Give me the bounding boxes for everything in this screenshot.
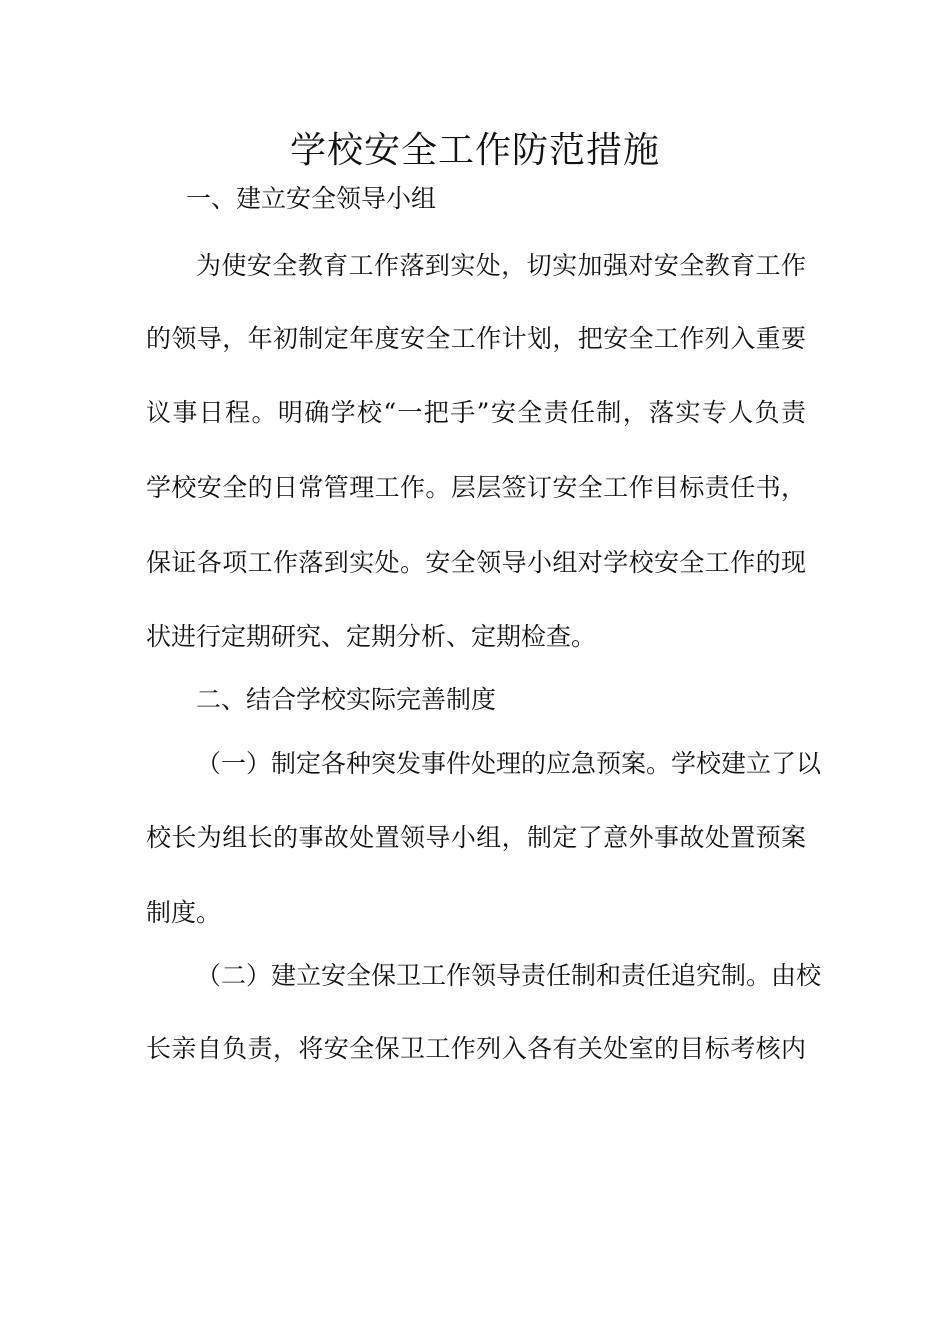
section-heading-1: 一、建立安全领导小组 [186, 184, 437, 213]
paragraph-line: （二）建立安全保卫工作领导责任制和责任追究制。由校 [196, 961, 822, 990]
paragraph-line: 的领导，年初制定年度安全工作计划，把安全工作列入重要 [146, 324, 806, 353]
paragraph-line: 长亲自负责，将安全保卫工作列入各有关处室的目标考核内 [146, 1034, 806, 1063]
paragraph-line: 校长为组长的事故处置领导小组，制定了意外事故处置预案 [146, 823, 806, 852]
document-title: 学校安全工作防范措施 [289, 130, 660, 171]
paragraph-line: 状进行定期研究、定期分析、定期检查。 [146, 622, 597, 651]
paragraph-line: 议事日程。明确学校“一把手”安全责任制，落实专人负责 [146, 398, 806, 427]
paragraph-line: 为使安全教育工作落到实处，切实加强对安全教育工作 [196, 251, 806, 280]
paragraph-line: 制度。 [146, 898, 222, 927]
paragraph-line: （一）制定各种突发事件处理的应急预案。学校建立了以 [196, 749, 822, 778]
paragraph-line: 学校安全的日常管理工作。层层签订安全工作目标责任书， [146, 473, 806, 502]
section-heading-2: 二、结合学校实际完善制度 [196, 685, 497, 714]
paragraph-line: 保证各项工作落到实处。安全领导小组对学校安全工作的现 [146, 548, 806, 577]
